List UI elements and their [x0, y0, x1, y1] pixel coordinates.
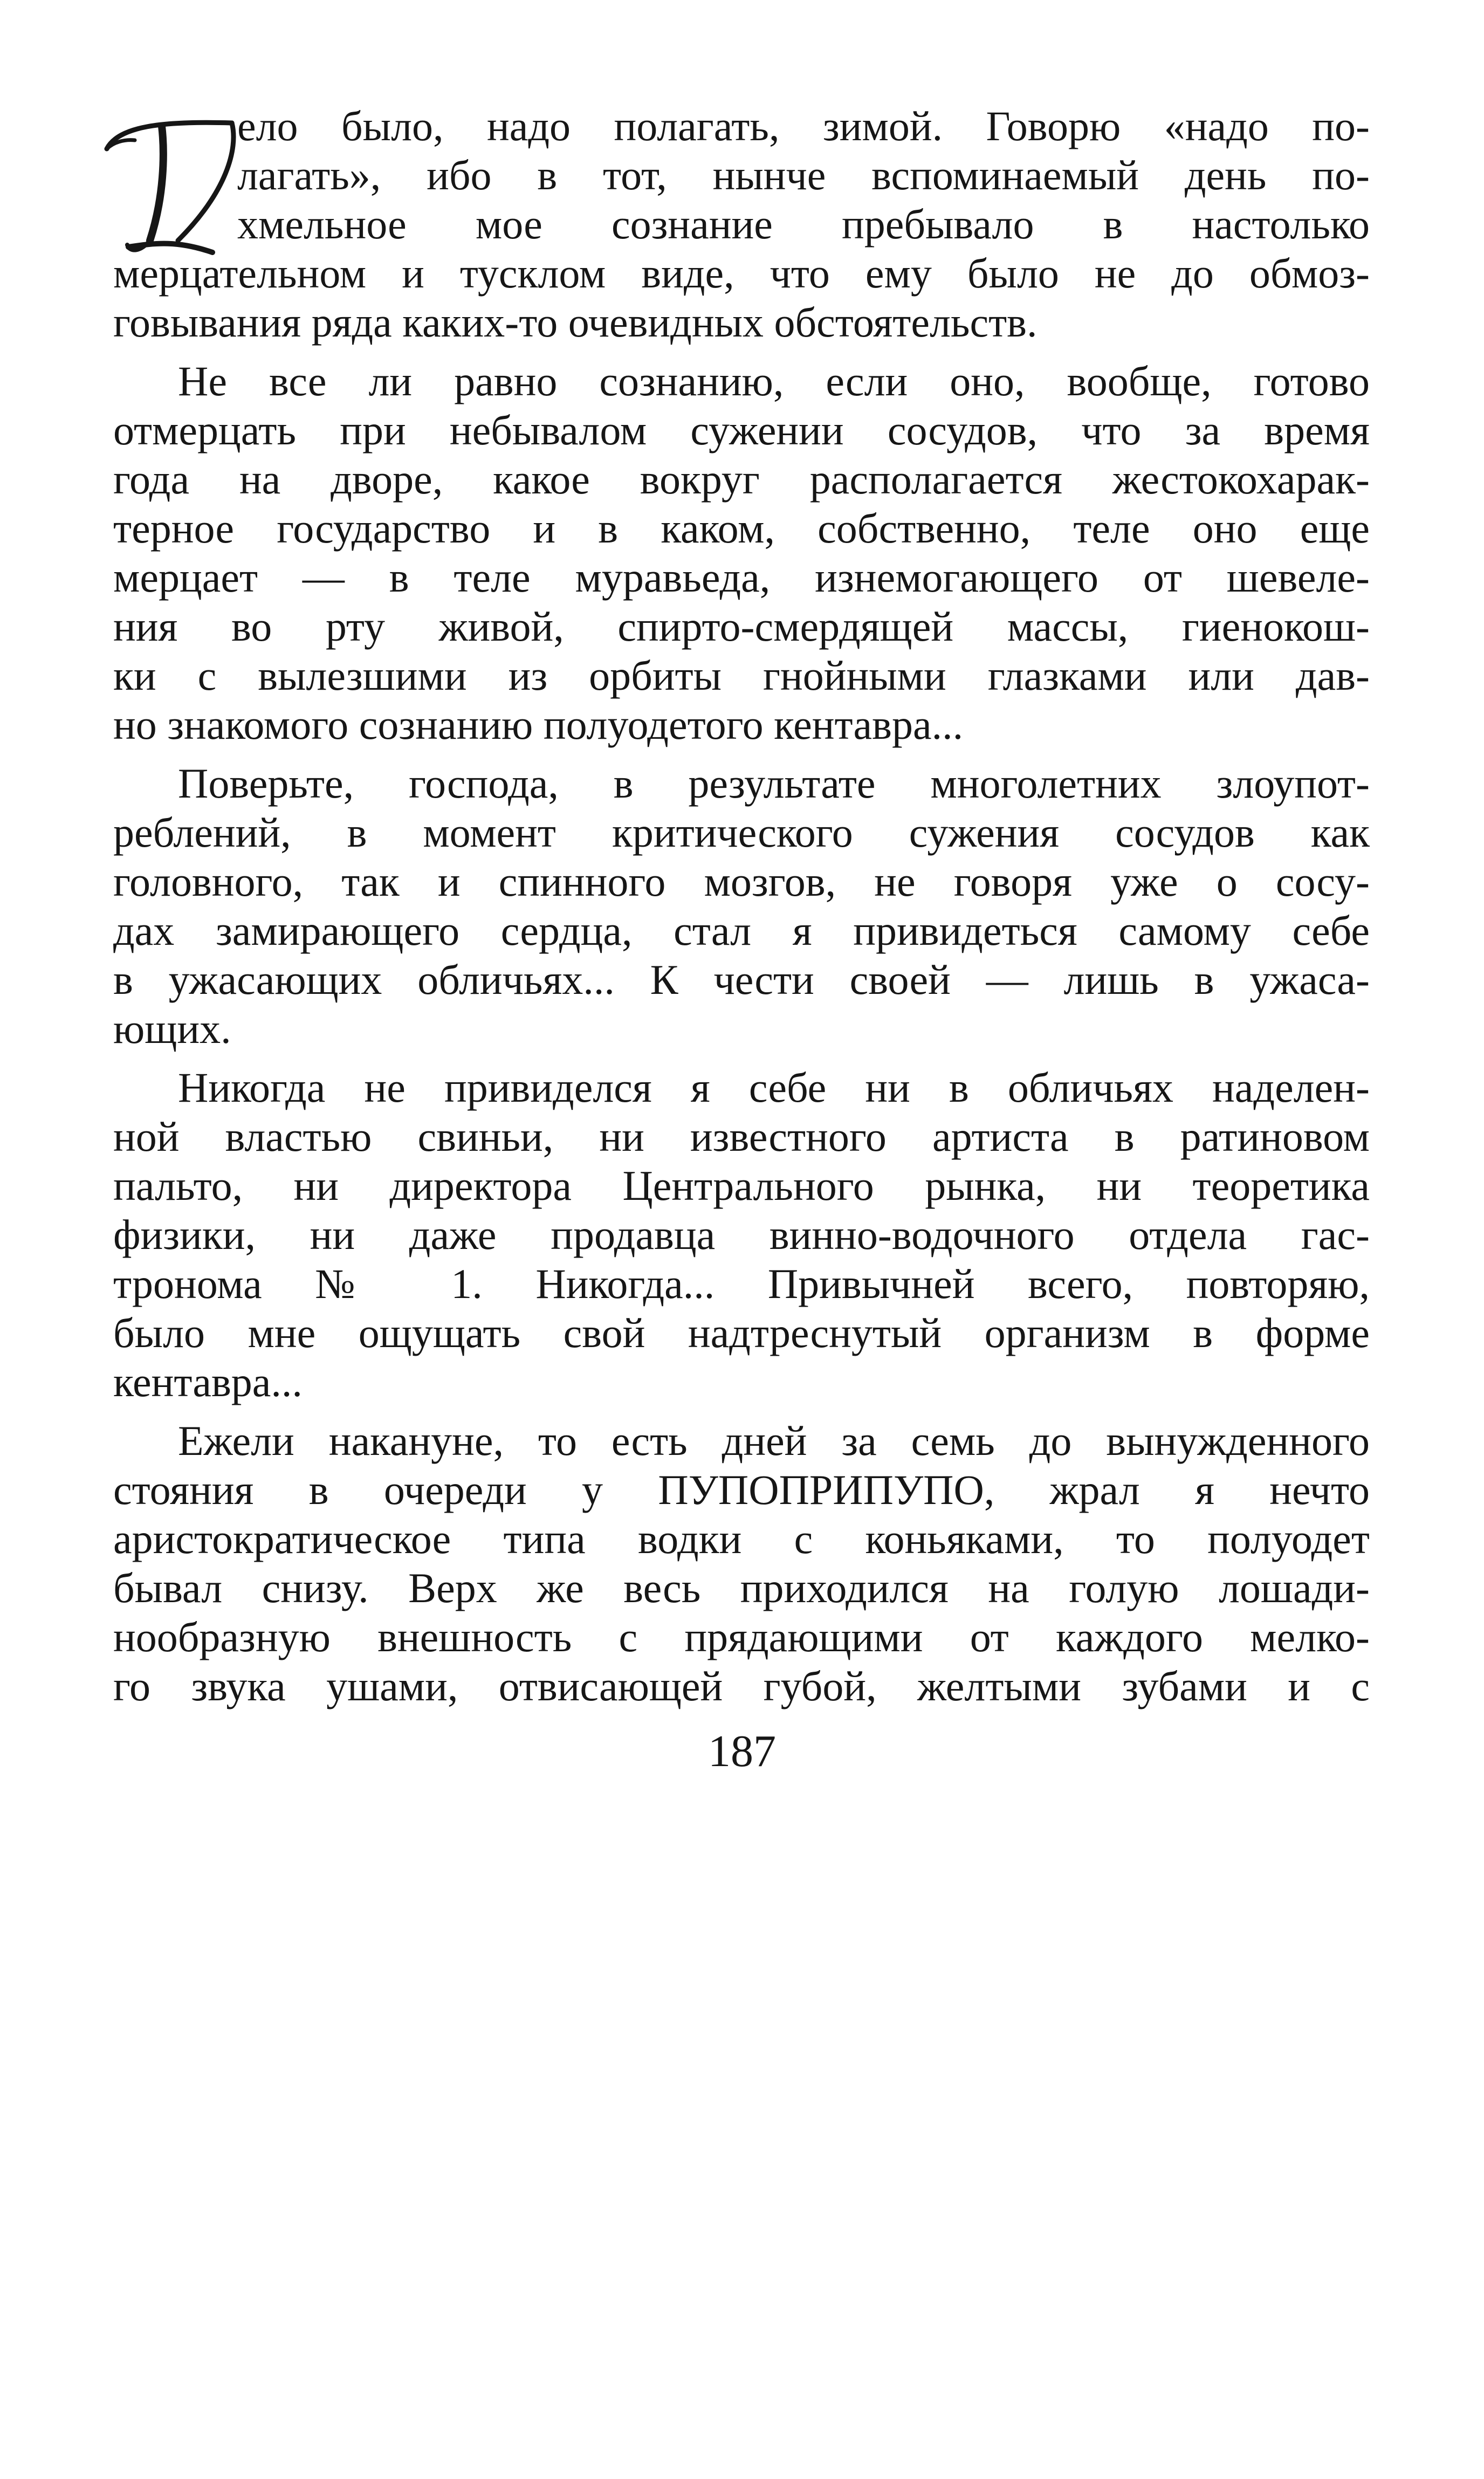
text-line: Поверьте, господа, в результате многолетних злоупот- — [178, 760, 1370, 807]
text-line: в ужасающих обличьях... К чести своей — лишь в ужаса- — [113, 956, 1370, 1003]
body-text — [113, 101, 1370, 1711]
text-line: физики, ни даже продавца винно-водочного отдела гас- — [113, 1211, 1370, 1258]
text-line: ной властью свиньи, ни известного артиста в ратиновом — [113, 1113, 1370, 1160]
text-line: бывал снизу. Верх же весь приходился на голую лошади- — [113, 1564, 1370, 1611]
text-line: Ежели накануне, то есть дней за семь до вынужденного — [178, 1417, 1370, 1464]
text-line: стояния в очереди у ПУПОПРИПУПО, жрал я нечто — [113, 1466, 1370, 1513]
text-line: лагать», ибо в тот, нынче вспоминаемый день по- — [237, 152, 1370, 198]
text-line: ния во рту живой, спирто-смердящей массы, гиенокош- — [113, 603, 1370, 650]
text-line: было мне ощущать свой надтреснутый организм в форме — [113, 1309, 1370, 1356]
text-line: терное государство и в каком, собственно, теле оно еще — [113, 505, 1370, 552]
text-line: ело было, надо полагать, зимой. Говорю «надо по- — [237, 102, 1370, 149]
paragraph-2 — [113, 356, 1370, 749]
text-line: нообразную внешность с прядающими от каждого мелко- — [113, 1613, 1370, 1660]
paragraph-1 — [113, 101, 1370, 347]
text-line: ющих. — [113, 1005, 231, 1052]
text-line: отмерцать при небывалом сужении сосудов, что за время — [113, 407, 1370, 454]
text-line: хмельное мое сознание пребывало в настолько — [237, 201, 1370, 248]
paragraph-4 — [113, 1063, 1370, 1406]
text-line: Никогда не привиделся я себе ни в обличьях наделен- — [178, 1064, 1370, 1111]
text-line: аристократическое типа водки с коньяками, то полуодет — [113, 1515, 1370, 1562]
text-line: тронома № 1. Никогда... Привычней всего, повторяю, — [113, 1260, 1370, 1307]
text-line: Не все ли равно сознанию, если оно, вообще, готово — [178, 358, 1370, 404]
text-line: кентавра... — [113, 1358, 303, 1405]
text-line: реблений, в момент критического сужения сосудов как — [113, 809, 1370, 856]
text-line: но знакомого сознанию полуодетого кентавра... — [113, 701, 964, 748]
text-line: пальто, ни директора Центрального рынка, ни теоретика — [113, 1162, 1370, 1209]
page-number: 187 — [708, 1726, 776, 1776]
text-line: года на дворе, какое вокруг располагается жестокохарак- — [113, 456, 1370, 503]
text-line: го звука ушами, отвисающей губой, желтыми зубами и с — [113, 1663, 1370, 1709]
text-line: дах замирающего сердца, стал я привидеться самому себе — [113, 907, 1370, 954]
text-line: мерцает — в теле муравьеда, изнемогающего от шевеле- — [113, 554, 1370, 601]
text-line: головного, так и спинного мозгов, не говоря уже о сосу- — [113, 858, 1370, 905]
text-line: ки с вылезшими из орбиты гнойными глазками или дав- — [113, 652, 1370, 699]
paragraph-5 — [113, 1416, 1370, 1711]
text-line: мерцательном и тусклом виде, что ему было не до обмоз- — [113, 250, 1370, 297]
paragraph-3 — [113, 759, 1370, 1053]
text-line: говывания ряда каких-то очевидных обстоятельств. — [113, 299, 1038, 346]
